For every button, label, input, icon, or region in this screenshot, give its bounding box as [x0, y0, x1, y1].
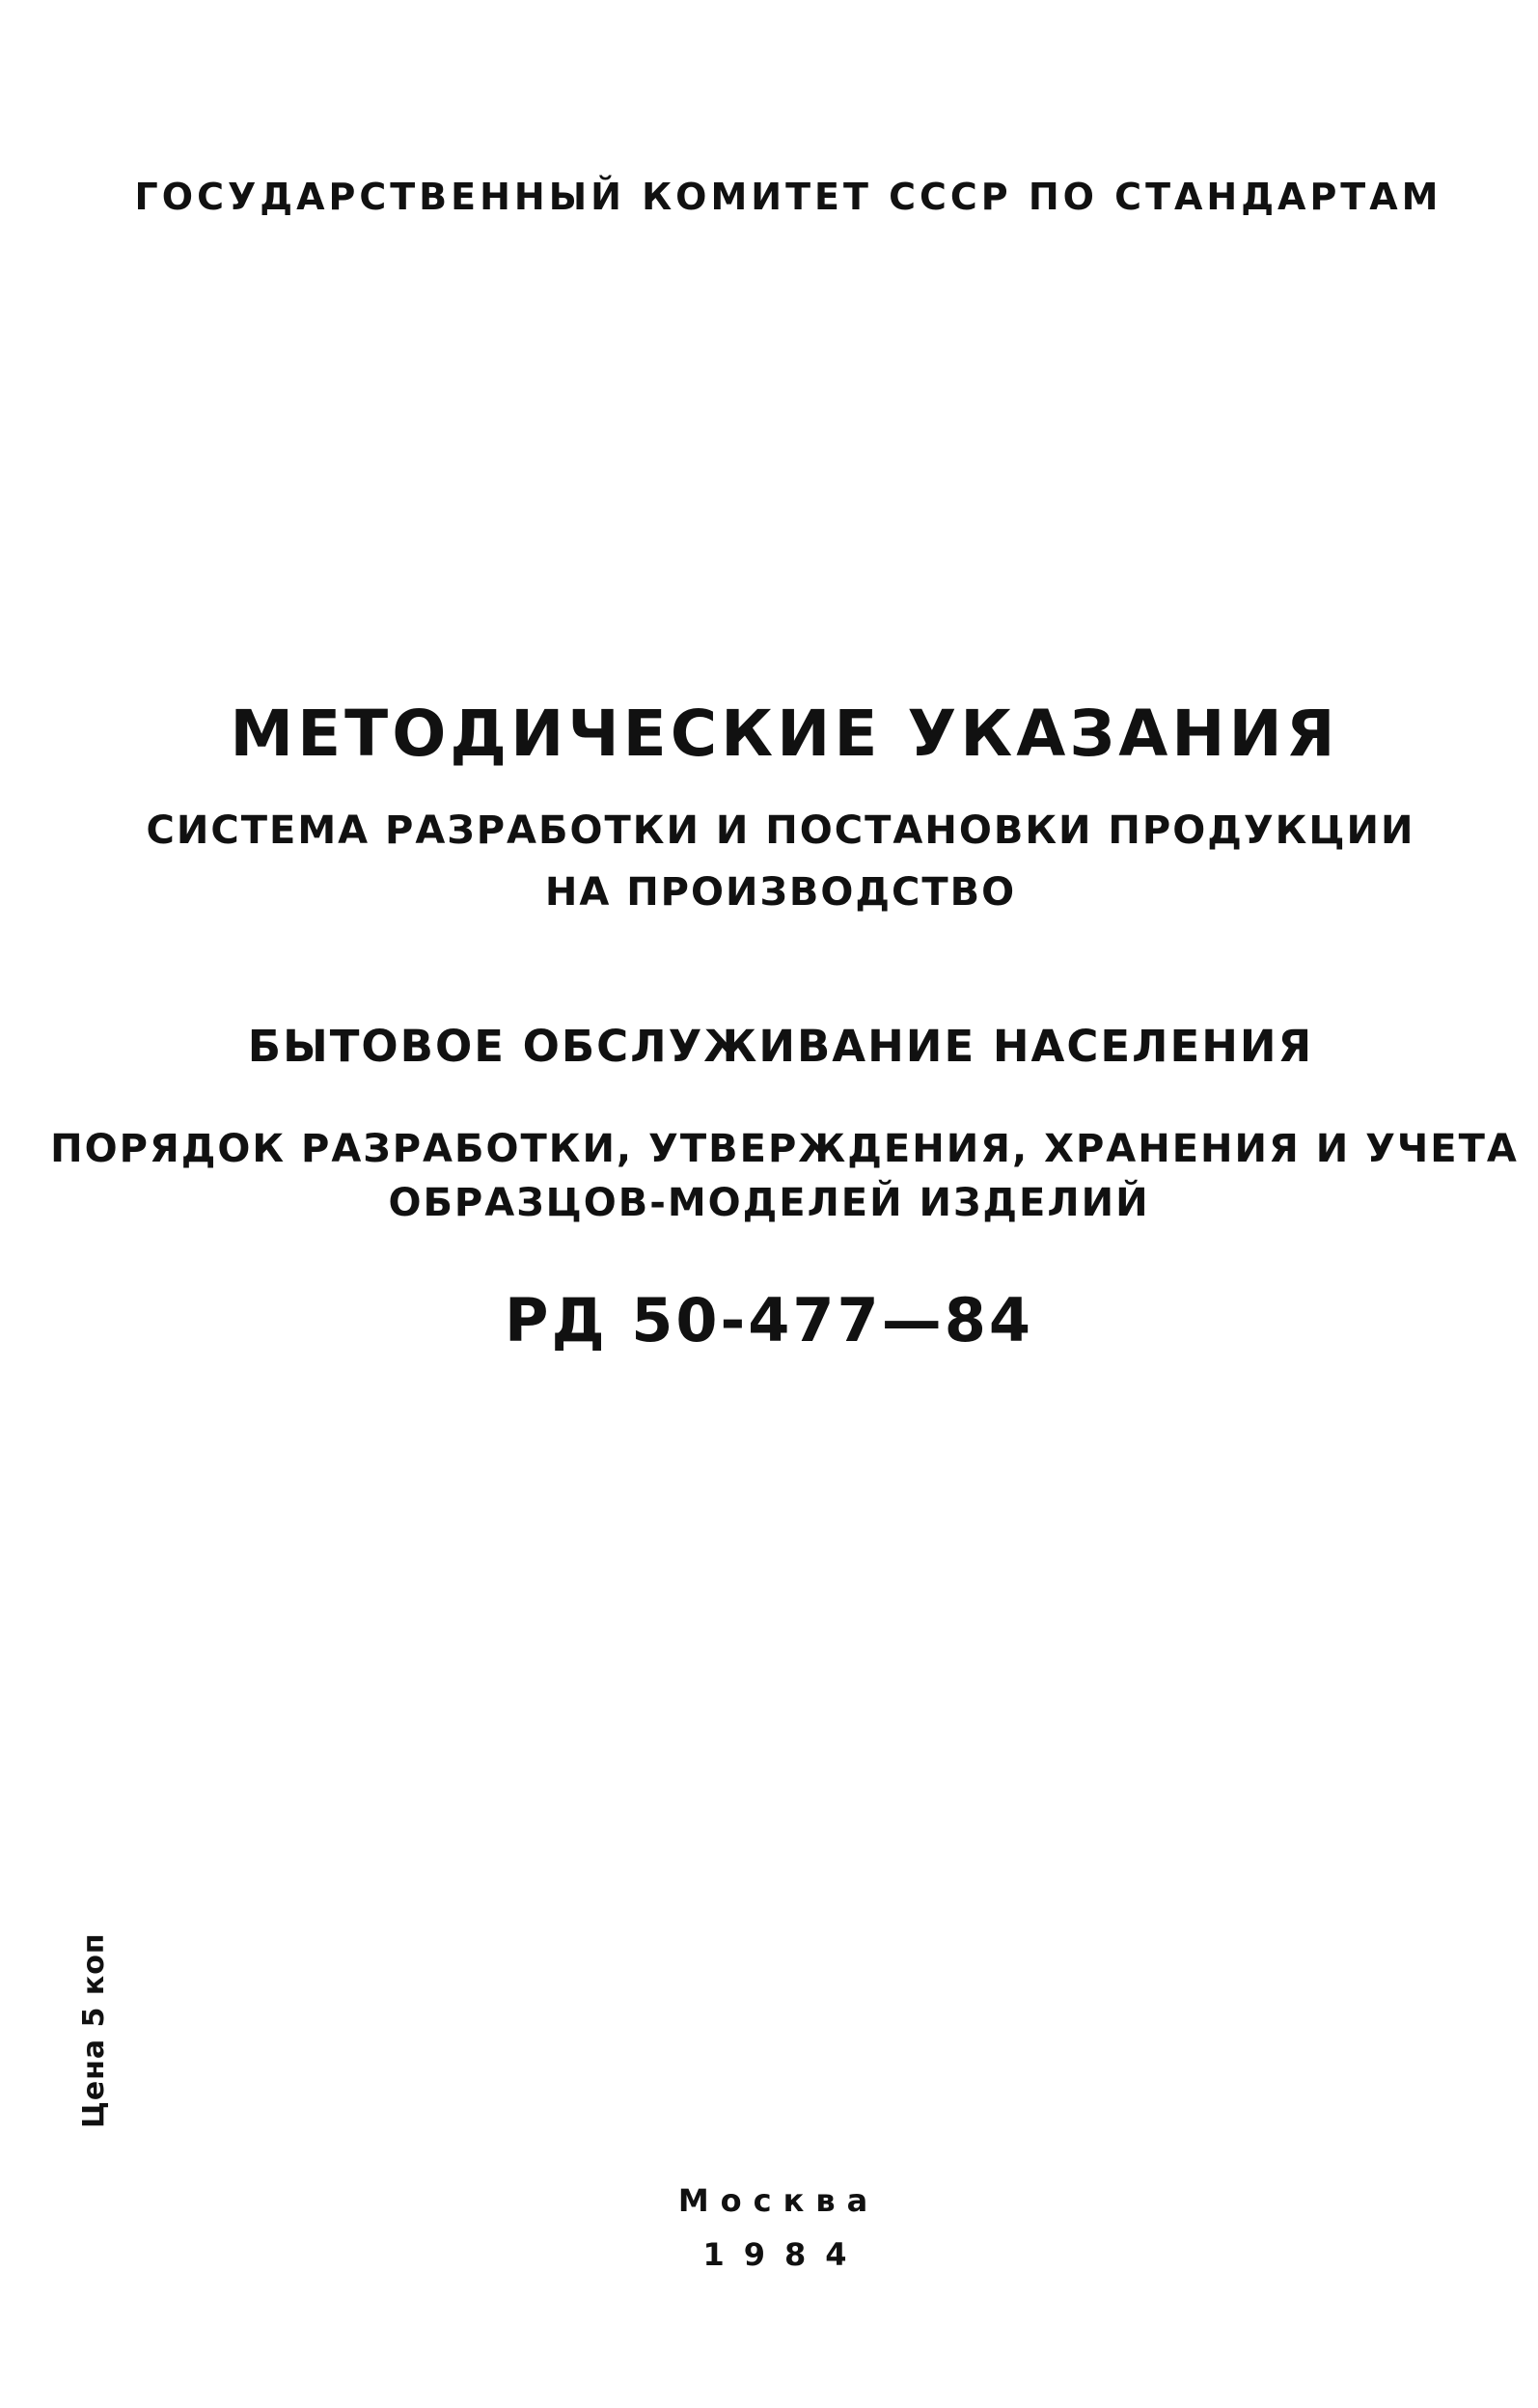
committee-name: ГОСУДАРСТВЕННЫЙ КОМИТЕТ СССР ПО СТАНДАРТАМ [134, 176, 1442, 218]
system-title-line-1: СИСТЕМА РАЗРАБОТКИ И ПОСТАНОВКИ ПРОДУКЦИИ [146, 808, 1415, 853]
publication-city: Москва [677, 2182, 880, 2219]
service-title: БЫТОВОЕ ОБСЛУЖИВАНИЕ НАСЕЛЕНИЯ [247, 1021, 1314, 1072]
document-number: РД 50-477—84 [505, 1285, 1033, 1355]
procedure-title-line-1: ПОРЯДОК РАЗРАБОТКИ, УТВЕРЖДЕНИЯ, ХРАНЕНИЯ И УЧЕТА [50, 1127, 1519, 1171]
procedure-title-line-2: ОБРАЗЦОВ-МОДЕЛЕЙ ИЗДЕЛИЙ [388, 1181, 1150, 1225]
publication-year: 1984 [702, 2236, 866, 2273]
price-label: Цена 5 коп [77, 1932, 111, 2128]
document-type-title: МЕТОДИЧЕСКИЕ УКАЗАНИЯ [230, 697, 1339, 771]
system-title-line-2: НА ПРОИЗВОДСТВО [544, 870, 1017, 915]
